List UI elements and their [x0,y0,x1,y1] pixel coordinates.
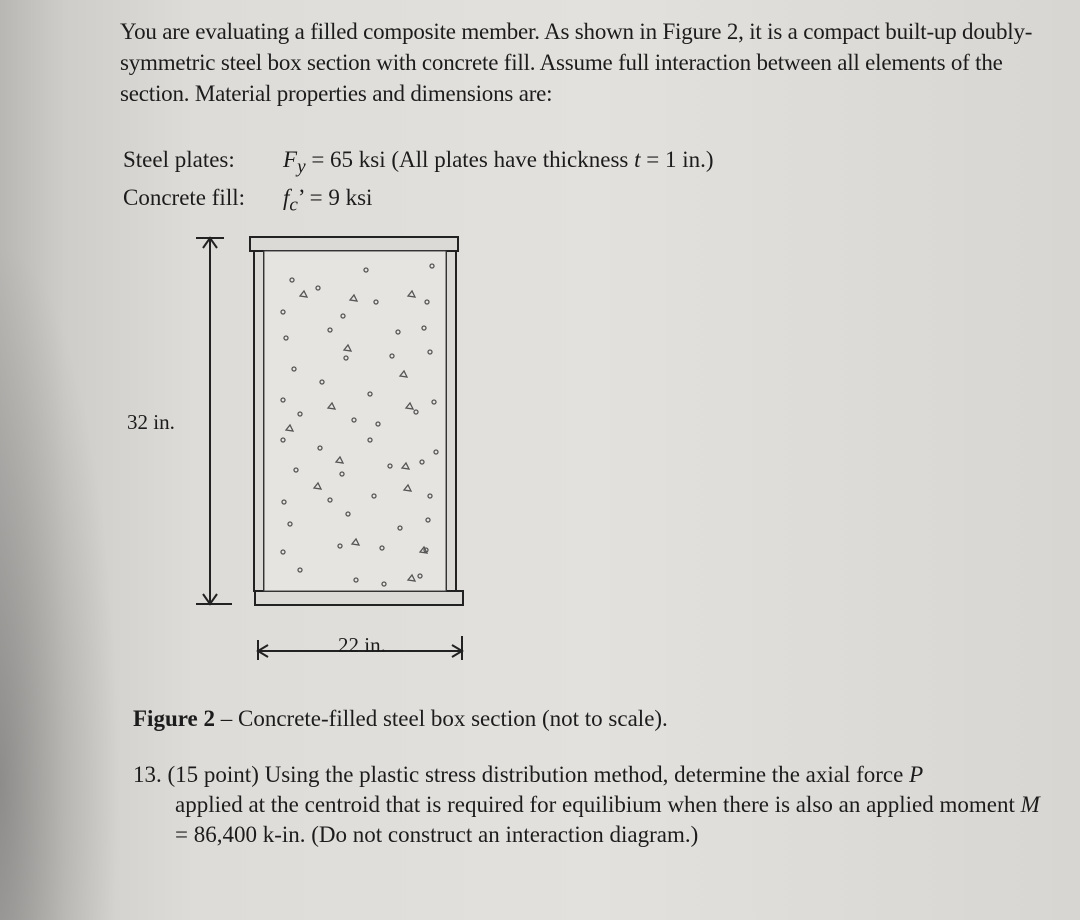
height-dimension [196,238,232,604]
right-web-plate [446,251,456,591]
question-text-3: = 86,400 k-in. (Do not construct an interaction diagram.) [175,822,699,847]
thickness-value: = 1 in.) [640,147,714,172]
question-13 [133,760,1053,850]
top-flange-plate [250,237,458,251]
question-line-1 [133,760,1053,790]
intro-paragraph: You are evaluating a filled composite member. As shown in Figure 2, it is a compact built-up doubly-symmetric steel box section with concrete fill. Assume full interaction between all elements of the section. Material properties and dimensions are: [120,19,1033,106]
steel-value: = 65 ksi (All plates have thickness [305,147,635,172]
fc-subscript: c [289,194,298,216]
question-points: (15 point) [167,762,259,787]
caption-text: – Concrete-filled steel box section (not to scale). [214,706,668,731]
question-continuation [133,790,1053,850]
left-web-plate [254,251,264,591]
fc-symbol: f [283,184,290,210]
bottom-flange-plate [255,591,463,605]
m-symbol: M [1020,792,1040,817]
question-number: 13. [133,762,162,787]
width-label: 22 in. [338,633,386,657]
concrete-value: ’ = 9 ksi [297,184,373,210]
caption-figure-number: Figure 2 [133,706,215,731]
question-text-1: Using the plastic stress distribution method, determine the axial force [258,762,910,787]
height-label: 32 in. [127,410,175,434]
fy-subscript: y [297,156,306,178]
question-text-2: applied at the centroid that is required for equilibium when there is also an applied moment [175,792,1021,817]
p-symbol: P [909,762,924,787]
concrete-label: Concrete fill: [123,184,245,210]
fy-symbol: F [283,147,298,172]
figure-caption [133,706,668,732]
t-symbol: t [634,147,641,172]
steel-label: Steel plates: [123,147,235,172]
